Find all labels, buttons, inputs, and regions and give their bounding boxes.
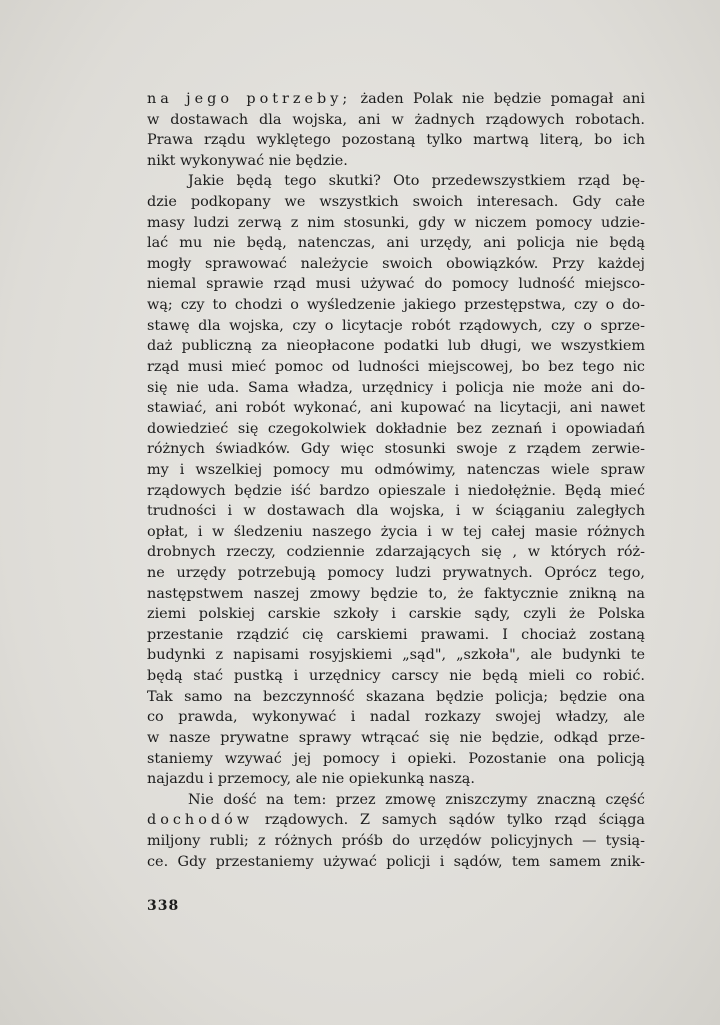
body-text	[147, 89, 645, 872]
text-line: lać mu nie będą, natenczas, ani urzędy, ani policja nie będą	[147, 235, 645, 252]
text-line: masy ludzi zerwą z nim stosunki, gdy w niczem pomocy udzie-	[147, 214, 645, 231]
text-line: niemal sprawie rząd musi używać do pomocy ludność miejsco-	[147, 276, 645, 293]
text-line: się nie uda. Sama władza, urzędnicy i policja nie może ani do-	[147, 379, 645, 396]
emphasized-text: dochodów	[147, 812, 254, 829]
text-line: drobnych rzeczy, codziennie zdarzających się , w których róż-	[147, 544, 645, 561]
text-line: trudności i w dostawach dla wojska, i w ściąganiu zaległych	[147, 503, 645, 520]
text-line: w nasze prywatne sprawy wtrącać się nie będzie, odkąd prze-	[147, 729, 645, 746]
text-line: będą stać pustką i urzędnicy carscy nie będą mieli co robić.	[147, 668, 645, 685]
text-line: w dostawach dla wojska, ani w żadnych rządowych robotach.	[147, 111, 645, 128]
page-number: 338	[147, 898, 180, 914]
text-line: wą; czy to chodzi o wyśledzenie jakiego przestępstwa, czy o do-	[147, 297, 645, 314]
text-line: nikt wykonywać nie będzie.	[147, 152, 348, 169]
text-line: daż publiczną za nieopłacone podatki lub długi, we wszystkiem	[147, 338, 645, 355]
text-line: rządowych będzie iść bardzo opieszale i niedołężnie. Będą mieć	[147, 482, 645, 499]
paragraph-start-line: Jakie będą tego skutki? Oto przedewszystkiem rząd bę-	[188, 173, 645, 190]
text-line: budynki z napisami rosyjskiemi „sąd", „szkoła", ale budynki te	[147, 647, 645, 664]
text-line: ce. Gdy przestaniemy używać policji i sądów, tem samem znik-	[147, 853, 645, 870]
text-line: miljony rubli; z różnych próśb do urzędów policyjnych — tysią-	[147, 832, 645, 849]
text-line: dowiedzieć się czegokolwiek dokładnie bez zeznań i opowiadań	[147, 420, 645, 437]
text-line: na jego potrzeby; żaden Polak nie będzie pomagał ani	[147, 91, 645, 107]
text-line: opłat, i w śledzeniu naszego życia i w tej całej masie różnych	[147, 523, 645, 540]
text-line: przestanie rządzić cię carskiemi prawami. I chociaż zostaną	[147, 626, 645, 643]
text-line: ne urzędy potrzebują pomocy ludzi prywatnych. Oprócz tego,	[147, 565, 645, 582]
text-line: staniemy wzywać jej pomocy i opieki. Pozostanie ona policją	[147, 750, 645, 767]
text-line: stawiać, ani robót wykonać, ani kupować na licytacji, ani nawet	[147, 400, 645, 417]
text-line: następstwem naszej zmowy będzie to, że faktycznie znikną na	[147, 585, 645, 602]
text-line: my i wszelkiej pomocy mu odmówimy, natenczas wiele spraw	[147, 461, 645, 478]
text-line: ziemi polskiej carskie szkoły i carskie sądy, czyli że Polska	[147, 606, 645, 623]
text-line: co prawda, wykonywać i nadal rozkazy swojej władzy, ale	[147, 709, 645, 726]
text-line: rząd musi mieć pomoc od ludności miejscowej, bo bez tego nic	[147, 358, 645, 375]
text-line: dochodów rządowych. Z samych sądów tylko rząd ściąga	[147, 812, 645, 829]
text-line: najazdu i przemocy, ale nie opiekunką naszą.	[147, 771, 475, 788]
text-line: różnych świadków. Gdy więc stosunki swoje z rządem zerwie-	[147, 441, 645, 458]
text-line: mogły sprawować należycie swoich obowiązków. Przy każdej	[147, 255, 645, 272]
text-line: stawę dla wojska, czy o licytacje robót rządowych, czy o sprze-	[147, 317, 645, 334]
text-line: Prawa rządu wyklętego pozostaną tylko martwą literą, bo ich	[147, 132, 645, 149]
emphasized-text: na jego potrzeby;	[147, 91, 352, 107]
text-line: Tak samo na bezczynność skazana będzie policja; będzie ona	[147, 688, 645, 705]
text-line: dzie podkopany we wszystkich swoich interesach. Gdy całe	[147, 194, 645, 211]
paragraph-start-line: Nie dość na tem: przez zmowę zniszczymy znaczną część	[188, 791, 645, 808]
